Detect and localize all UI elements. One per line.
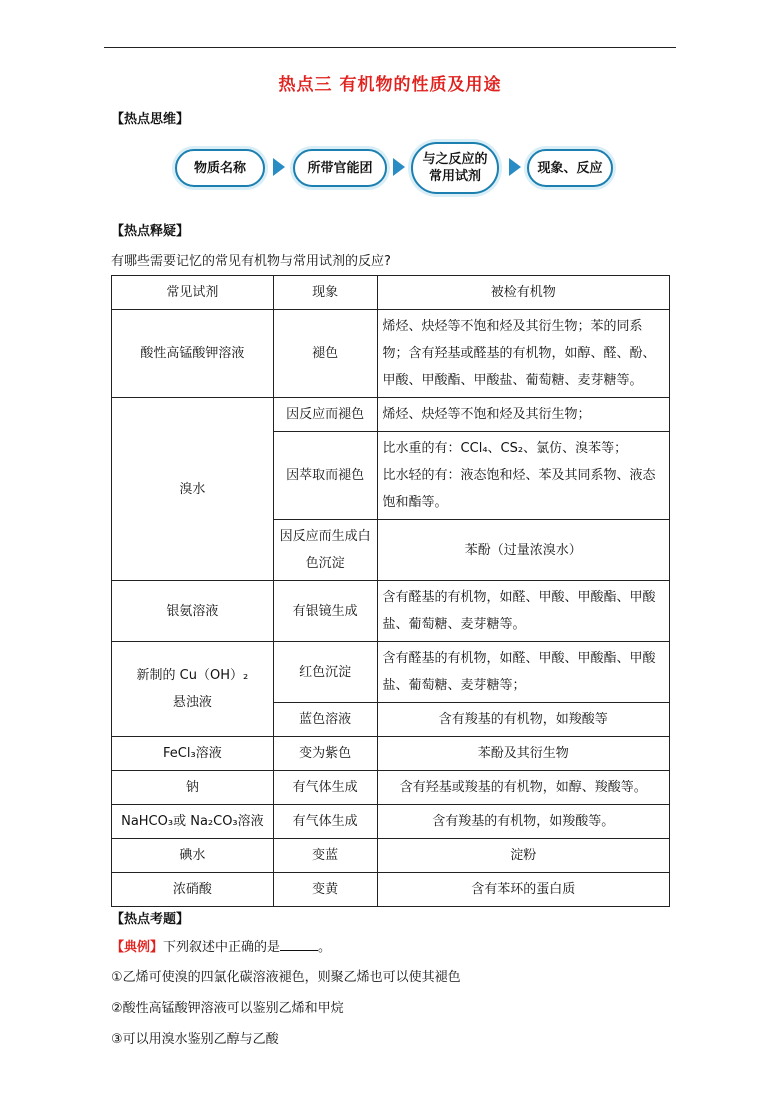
table-header-row — [112, 276, 670, 310]
flow-step-substance — [175, 149, 265, 187]
flow-diagram — [175, 140, 615, 196]
phenomenon-cell: 蓝色溶液 — [273, 703, 377, 737]
organic-cell: 苯酚及其衍生物 — [377, 737, 669, 771]
organic-cell — [377, 432, 669, 520]
table-header: 常见试剂 — [112, 276, 274, 310]
flow-step-reagent — [411, 142, 499, 194]
table-row — [112, 581, 670, 642]
example-option: ②酸性高锰酸钾溶液可以鉴别乙烯和甲烷 — [111, 1001, 344, 1016]
flow-step-label: 物质名称 — [193, 160, 246, 176]
section-explain: 【热点释疑】 — [111, 224, 190, 239]
organic-cell: 含有醛基的有机物，如醛、甲酸、甲酸酯、甲酸盐、葡萄糖、麦芽糖等。 — [377, 581, 669, 642]
reagent-table — [111, 275, 670, 907]
flow-arrow-icon — [393, 158, 405, 176]
phenomenon-cell: 因萃取而褪色 — [273, 432, 377, 520]
table-header: 现象 — [273, 276, 377, 310]
organic-cell: 含有羧基的有机物，如羧酸等。 — [377, 805, 669, 839]
organic-cell: 淀粉 — [377, 839, 669, 873]
phenomenon-cell: 变为紫色 — [273, 737, 377, 771]
reagent-cell: 碘水 — [112, 839, 274, 873]
section-exam: 【热点考题】 — [111, 912, 190, 927]
section-thinking: 【热点思维】 — [111, 112, 190, 127]
phenomenon-cell: 变蓝 — [273, 839, 377, 873]
reagent-line: 悬浊液 — [172, 695, 212, 710]
reagent-cell: 银氨溶液 — [112, 581, 274, 642]
table-row — [112, 805, 670, 839]
phenomenon-cell: 褪色 — [273, 310, 377, 398]
example-tag: 【典例】 — [111, 940, 164, 955]
table-row — [112, 642, 670, 703]
example-question — [111, 936, 331, 955]
organic-cell: 苯酚（过量浓溴水） — [377, 520, 669, 581]
reagent-cell: 酸性高锰酸钾溶液 — [112, 310, 274, 398]
phenomenon-cell: 有气体生成 — [273, 771, 377, 805]
organic-cell: 含有羟基或羧基的有机物，如醇、羧酸等。 — [377, 771, 669, 805]
organic-cell: 烯烃、炔烃等不饱和烃及其衍生物；苯的同系物；含有羟基或醛基的有机物，如醇、醛、酚、甲酸、甲酸酯、甲酸盐、葡萄糖、麦芽糖等。 — [377, 310, 669, 398]
page-title: 热点三 有机物的性质及用途 — [278, 75, 502, 95]
organic-cell: 烯烃、炔烃等不饱和烃及其衍生物； — [377, 398, 669, 432]
flow-arrow-icon — [273, 158, 285, 176]
organic-cell: 含有羧基的有机物，如羧酸等 — [377, 703, 669, 737]
reagent-cell: 钠 — [112, 771, 274, 805]
example-end: 。 — [318, 940, 332, 955]
reagent-line: 新制的 Cu（OH）₂ — [136, 668, 249, 683]
flow-step-label: 所带官能团 — [307, 160, 373, 176]
table-header: 被检有机物 — [377, 276, 669, 310]
phenomenon-cell: 因反应而褪色 — [273, 398, 377, 432]
table-row — [112, 839, 670, 873]
organic-line: 比水轻的有：液态饱和烃、苯及其同系物、液态饱和酯等。 — [382, 468, 656, 510]
phenomenon-cell: 因反应而生成白色沉淀 — [273, 520, 377, 581]
example-option: ③可以用溴水鉴别乙醇与乙酸 — [111, 1032, 279, 1047]
reagent-cell: NaHCO₃或 Na₂CO₃溶液 — [112, 805, 274, 839]
table-row — [112, 398, 670, 432]
table-row — [112, 310, 670, 398]
answer-blank[interactable] — [280, 938, 318, 951]
organic-cell: 含有苯环的蛋白质 — [377, 873, 669, 907]
flow-step-phenomenon — [527, 149, 613, 187]
phenomenon-cell: 变黄 — [273, 873, 377, 907]
flow-step-label: 常用试剂 — [428, 169, 481, 184]
flow-arrow-icon — [509, 158, 521, 176]
reagent-cell — [112, 642, 274, 737]
flow-step-functional-group — [293, 149, 387, 187]
table-row — [112, 873, 670, 907]
example-stem: 下列叙述中正确的是 — [163, 940, 281, 955]
example-option: ①乙烯可使溴的四氯化碳溶液褪色，则聚乙烯也可以使其褪色 — [111, 970, 461, 985]
organic-line: 比水重的有：CCl₄、CS₂、氯仿、溴苯等； — [382, 441, 628, 456]
reagent-cell: 溴水 — [112, 398, 274, 581]
reagent-cell: FeCl₃溶液 — [112, 737, 274, 771]
question-text: 有哪些需要记忆的常见有机物与常用试剂的反应? — [111, 254, 391, 269]
organic-cell: 含有醛基的有机物，如醛、甲酸、甲酸酯、甲酸盐、葡萄糖、麦芽糖等； — [377, 642, 669, 703]
phenomenon-cell: 红色沉淀 — [273, 642, 377, 703]
flow-step-label: 与之反应的 — [422, 152, 488, 167]
table-row — [112, 771, 670, 805]
flow-step-label: 现象、反应 — [537, 160, 603, 176]
header-rule — [104, 47, 676, 48]
phenomenon-cell: 有气体生成 — [273, 805, 377, 839]
table-row — [112, 737, 670, 771]
reagent-cell: 浓硝酸 — [112, 873, 274, 907]
phenomenon-cell: 有银镜生成 — [273, 581, 377, 642]
